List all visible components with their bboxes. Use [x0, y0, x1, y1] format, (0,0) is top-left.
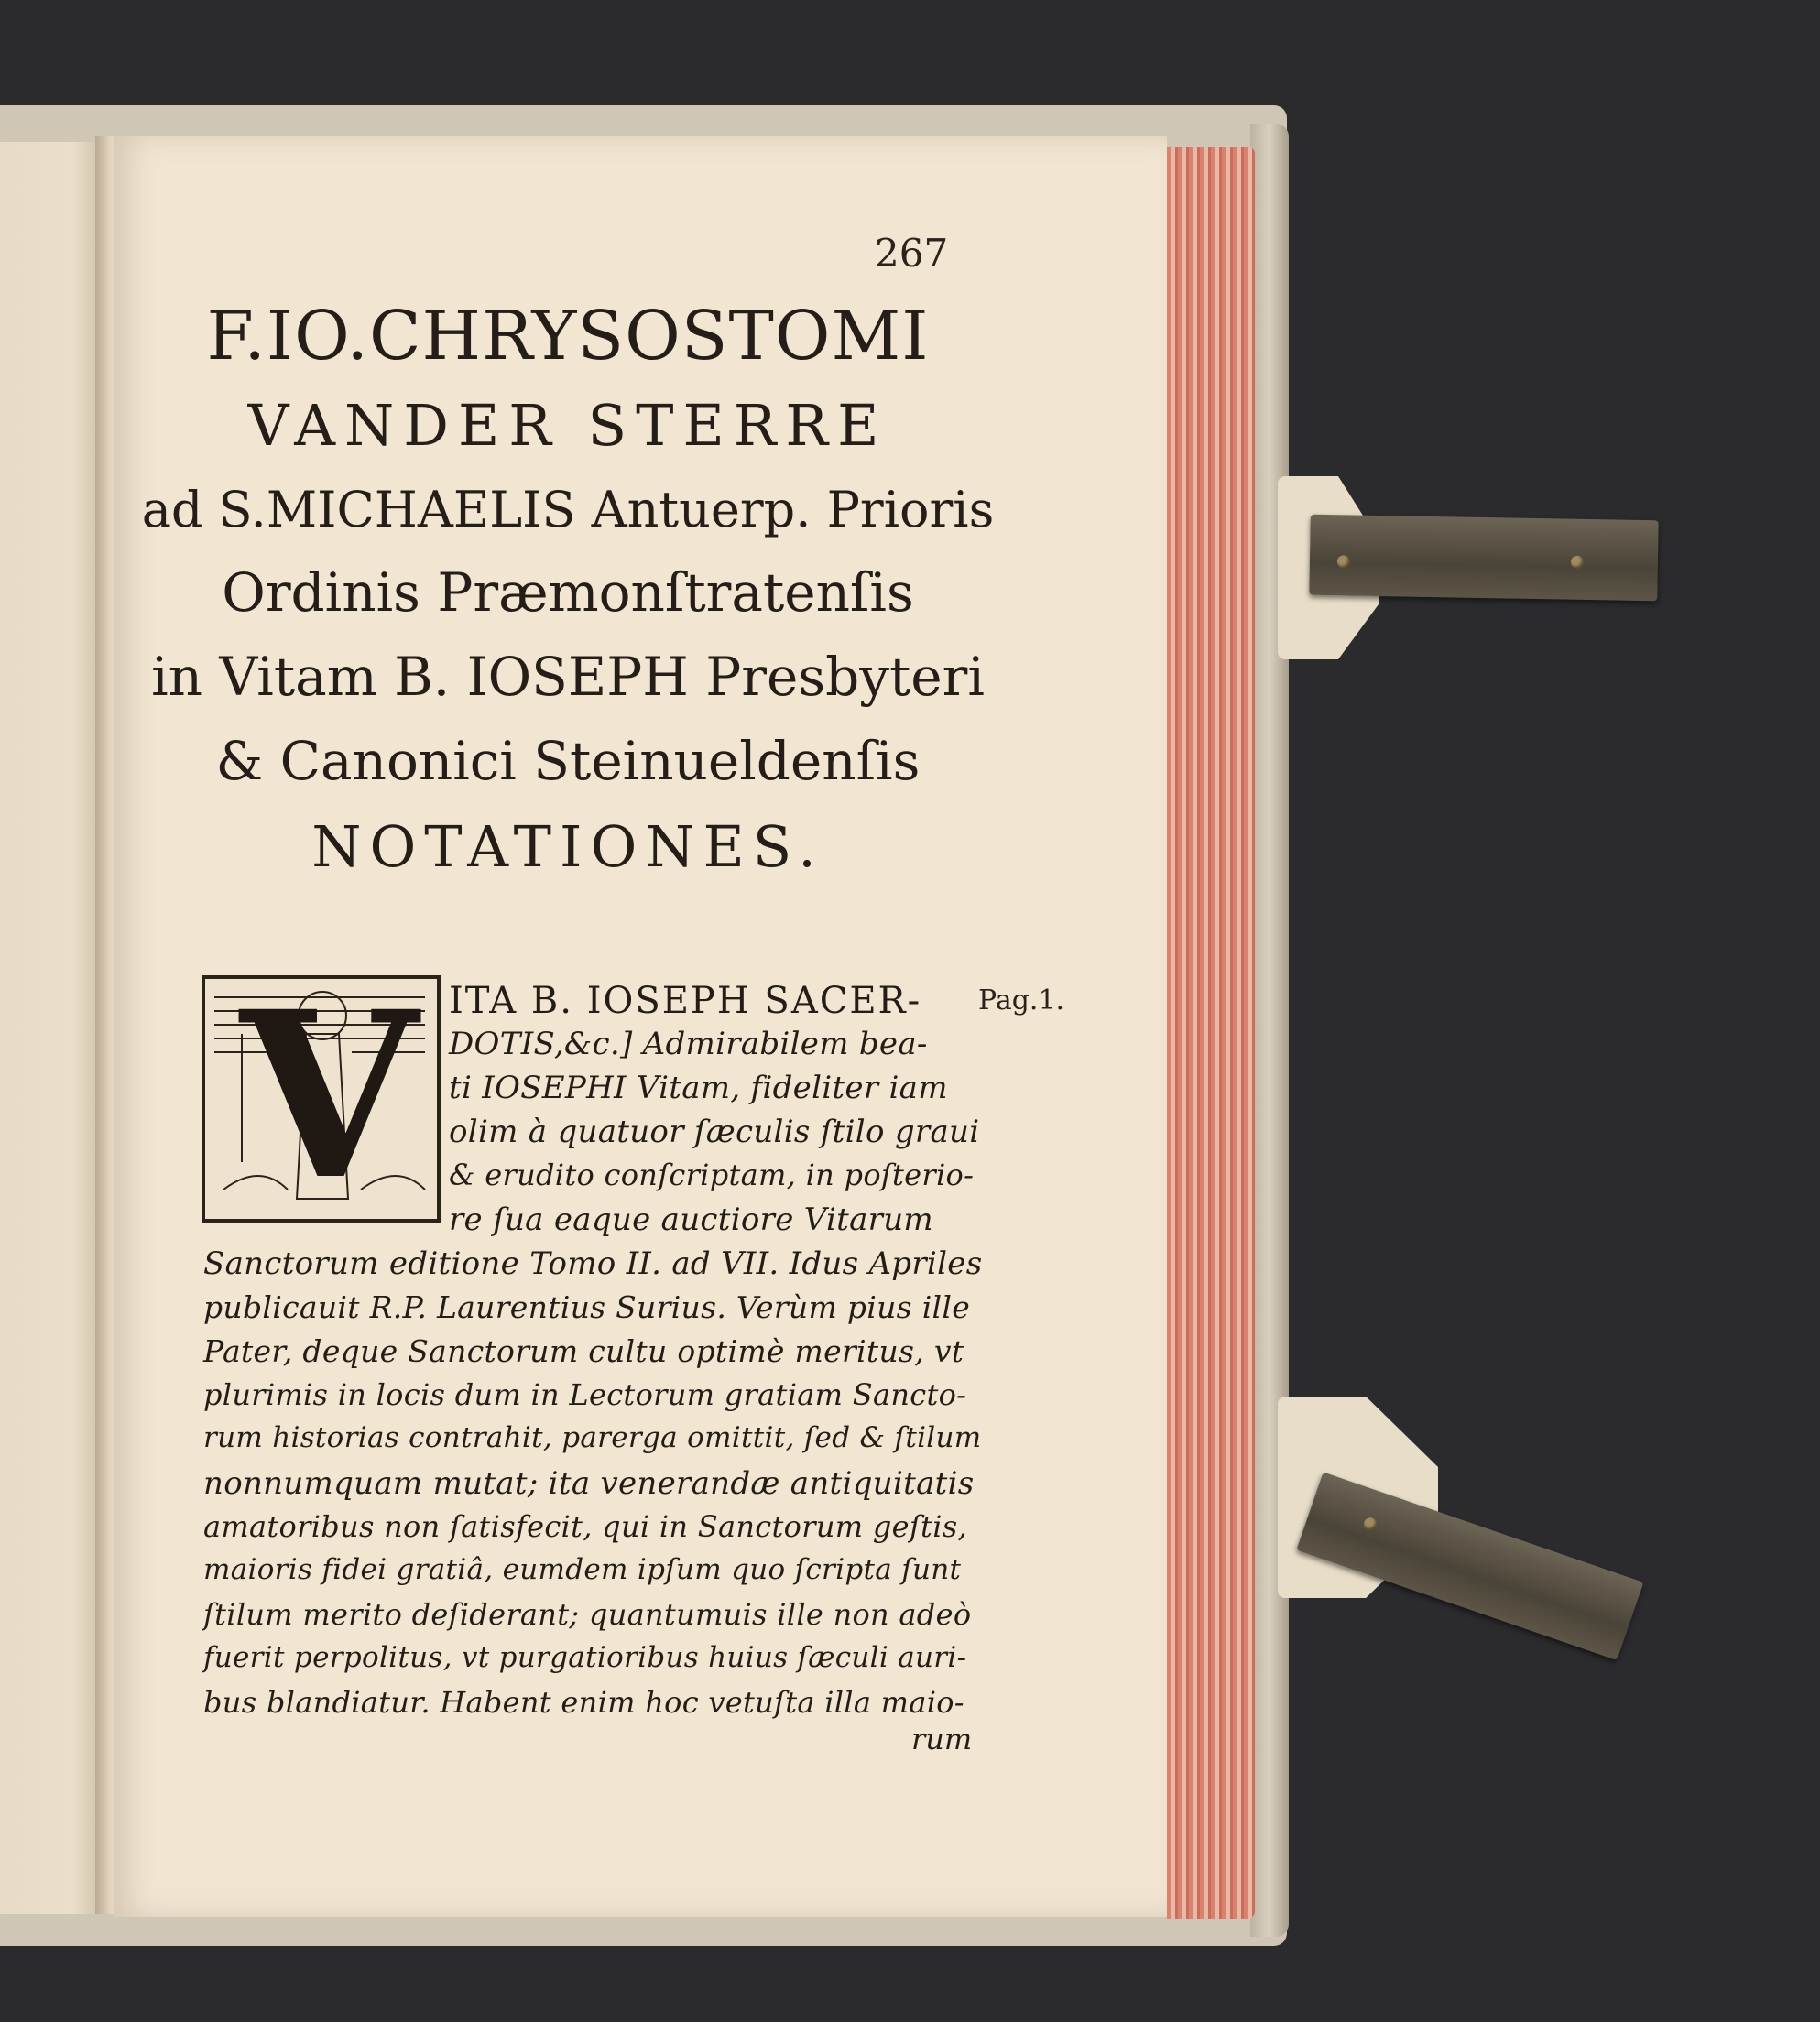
upper-clasp-rivet [1337, 555, 1350, 568]
text-line: nonnumquam mutat; ita venerandæ antiquitatis [203, 1465, 975, 1502]
text-line: ITA B. IOSEPH SACER- [449, 980, 922, 1022]
lower-clasp-rivet [1362, 1516, 1379, 1532]
title-block [137, 297, 998, 880]
text-line: & erudito conſcriptam, in poſterio- [449, 1158, 975, 1192]
initial-letter: V [240, 961, 418, 1230]
text-line: bus blandiatur. Habent enim hoc vetuſta illa maio- [203, 1685, 964, 1720]
marginal-note: Pag.1. [978, 984, 1065, 1016]
title-surname: VANDER STERRE [247, 392, 888, 459]
upper-clasp-rivet [1571, 556, 1584, 569]
title-line-3: ad S.MICHAELIS Antuerp. Prioris [141, 481, 995, 538]
title-author: F.IO.CHRYSOSTOMI [206, 297, 930, 375]
text-line: amatoribus non ſatisfecit, qui in Sanctorum geſtis, [203, 1509, 967, 1544]
title-notationes: NOTATIONES. [311, 813, 824, 880]
upper-clasp-strap[interactable] [1309, 515, 1658, 602]
text-line: ti IOSEPHI Vitam, fideliter iam [449, 1070, 948, 1106]
title-line-4: Ordinis Præmonſtratenſis [222, 561, 914, 624]
lower-clasp-strap[interactable] [1296, 1472, 1643, 1660]
text-line: plurimis in locis dum in Lectorum gratiam Sancto- [203, 1377, 967, 1412]
text-line: maioris fidei gratiâ, eumdem ipſum quo ſcripta ſunt [203, 1553, 962, 1586]
text-line: rum historias contrahit, parerga omittit, ſed & ſtilum [203, 1421, 982, 1454]
text-line: Pater, deque Sanctorum cultu optimè meritus, vt [203, 1333, 964, 1369]
text-line: Sanctorum editione Tomo II. ad VII. Idus Apriles [203, 1245, 983, 1282]
woodcut-initial [202, 961, 441, 1230]
text-line: fuerit perpolitus, vt purgatioribus huius ſæculi auri- [203, 1641, 967, 1674]
left-page [0, 142, 103, 1914]
text-line: publicauit R.P. Laurentius Surius. Verùm pius ille [203, 1289, 971, 1325]
text-line: re ſua eaque auctiore Vitarum [449, 1201, 933, 1238]
text-line: DOTIS,&c.] Admirabilem bea- [449, 1026, 928, 1062]
text-line: ſtilum merito deſiderant; quantumuis ille non adeò [203, 1597, 972, 1632]
title-line-6: & Canonici Steinueldenſis [215, 730, 921, 792]
book-cover-edge [1250, 124, 1289, 1937]
page-fore-edge [1167, 147, 1255, 1919]
text-line: olim à quatuor ſæculis ſtilo graui [449, 1114, 980, 1150]
catchword: rum [911, 1722, 973, 1756]
page-number: 267 [875, 231, 949, 276]
title-line-5: in Vitam B. IOSEPH Presbyteri [151, 646, 985, 708]
